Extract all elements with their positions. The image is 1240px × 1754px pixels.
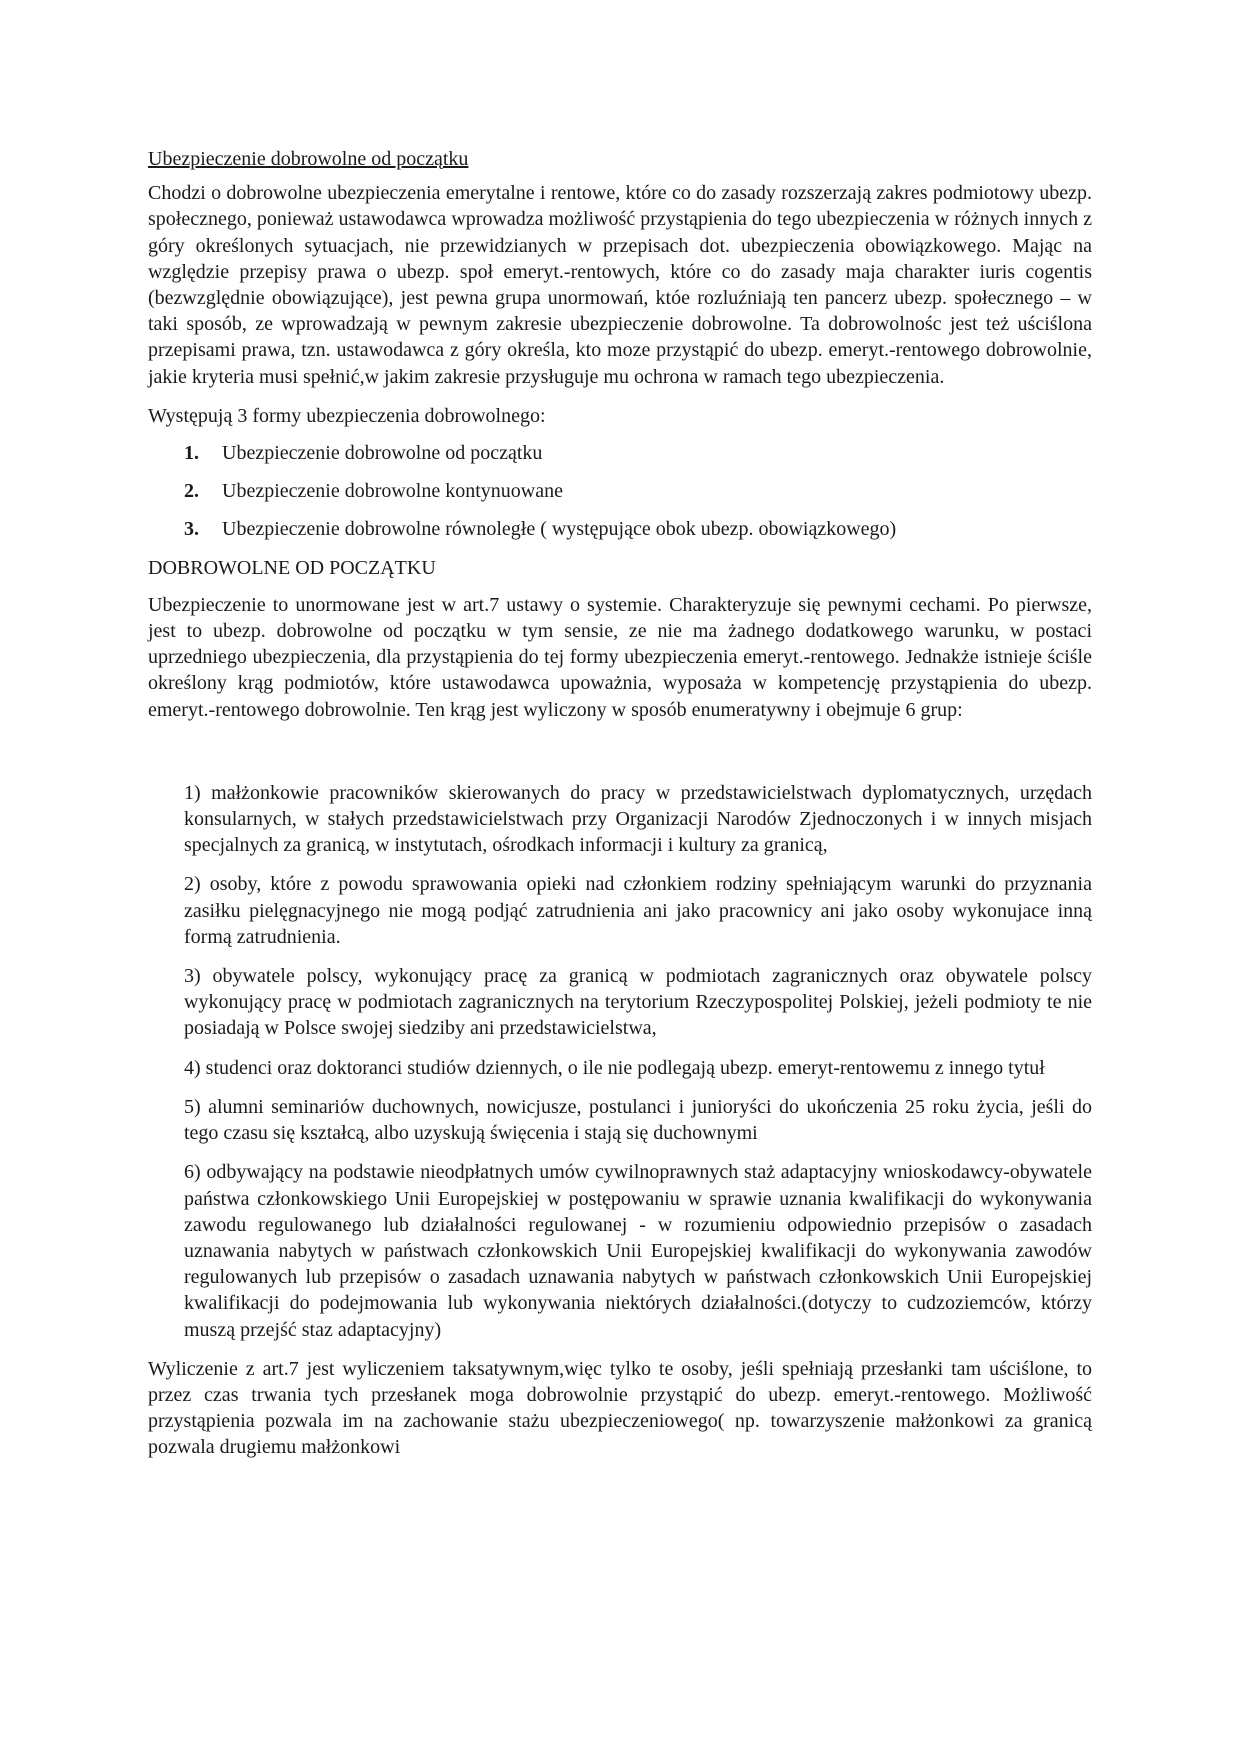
list-item-number: 3.: [184, 518, 199, 541]
intro-paragraph: Chodzi o dobrowolne ubezpieczenia emerytalne i rentowe, które co do zasady rozszerzają zakres podmiotowy ubezp. społecznego, ponieważ ustawodawca wprowadza możliwość przystąpienia do tego ubezpieczenia w różnych innych z góry określonych sytuacjach, nie przewidzianych w przepisach dot. ubezpieczenia obowiązkowego. Mając na względzie przepisy prawa o ubezp. społ emeryt.-rentowych, które co do zasady maja charakter iuris cogentis (bezwzględnie obowiązujące), jest pewna grupa unormowań, któe rozluźniają ten pancerz ubezp. społecznego – w taki sposób, ze wprowadzają w pewnym zakresie ubezpieczenie dobrowolne. Ta dobrowolnośc jest też uściślona przepisami prawa, tzn. ustawodawca z góry określa, kto moze przystąpić do ubezp. emeryt.-rentowego dobrowolnie, jakie kryteria musi spełnić,w jakim zakresie przysługuje mu ochrona w ramach tego ubezpieczenia.: [148, 182, 1092, 388]
group-item: 3) obywatele polscy, wykonujący pracę za granicą w podmiotach zagranicznych oraz obywatele polscy wykonujący pracę w podmiotach zagranicznych na terytorium Rzeczypospolitej Polskiej, jeżeli podmioty te nie posiadają w Polsce swojej siedziby ani przedstawicielstwa,: [184, 965, 1092, 1040]
list-item: [184, 478, 1092, 504]
group-item: 2) osoby, które z powodu sprawowania opieki nad członkiem rodziny spełniającym warunki do przyznania zasiłku pielęgnacyjnego nie mogą podjąć zatrudnienia ani jako pracownicy ani jako osoby wykonujace inną formą zatrudnienia.: [184, 873, 1092, 948]
list-item-number: 2.: [184, 480, 199, 503]
document-title: Ubezpieczenie dobrowolne od początku: [148, 148, 469, 170]
list-item-text: Ubezpieczenie dobrowolne od początku: [222, 442, 543, 465]
section-paragraph: Ubezpieczenie to unormowane jest w art.7 ustawy o systemie. Charakteryzuje się pewnymi cechami. Po pierwsze, jest to ubezp. dobrowolne od początku w tym sensie, ze nie ma żadnego dodatkowego warunku, w postaci uprzedniego ubezpieczenia, dla przystąpienia do tej formy ubezpieczenia emeryt.-rentowego. Jednakże istnieje ściśle określony krąg podmiotów, które ustawodawca upoważnia, wyposaża w kompetencję przystąpienia do ubezp. emeryt.-rentowego dobrowolnie. Ten krąg jest wyliczony w sposób enumeratywny i obejmuje 6 grup:: [148, 593, 1092, 721]
forms-intro: Występują 3 formy ubezpieczenia dobrowolnego:: [148, 404, 546, 427]
closing-paragraph: Wyliczenie z art.7 jest wyliczeniem taksatywnym,więc tylko te osoby, jeśli spełniają przesłanki tam uściślone, to przez czas trwania tych przesłanek moga dobrowolnie przystąpić do ubezp. emeryt.-rentowego. Możliwość przystąpienia pozwala im na zachowanie stażu ubezpieczeniowego( np. towarzyszenie małżonkowi za granicą pozwala drugiemu małżonkowi: [148, 1357, 1092, 1459]
list-item: [184, 516, 1092, 542]
section-heading: DOBROWOLNE OD POCZĄTKU: [148, 556, 436, 579]
group-item: 6) odbywający na podstawie nieodpłatnych umów cywilnoprawnych staż adaptacyjny wnioskodawcy-obywatele państwa członkowskiego Unii Europejskiej w postępowaniu w sprawie uznania kwalifikacji do wykonywania zawodu regulowanego lub działalności regulowanej - w rozumieniu odpowiednio przepisów o zasadach uznawania nabytych w państwach członkowskich Unii Europejskiej kwalifikacji do wykonywania zawodów regulowanych lub przepisów o zasadach uznawania nabytych w państwach członkowskich Unii Europejskiej kwalifikacji do podejmowania lub wykonywania niektórych działalności.(dotyczy to cudzoziemców, którzy muszą przejść staz adaptacyjny): [184, 1161, 1092, 1341]
group-item: 1) małżonkowie pracowników skierowanych do pracy w przedstawicielstwach dyplomatycznych, urzędach konsularnych, w stałych przedstawicielstwach przy Organizacji Narodów Zjednoczonych i w innych misjach specjalnych za granicą, w instytutach, ośrodkach informacji i kultury za granicą,: [184, 781, 1092, 857]
list-item-number: 1.: [184, 442, 199, 465]
list-item: [184, 440, 1092, 466]
list-item-text: Ubezpieczenie dobrowolne równoległe ( występujące obok ubezp. obowiązkowego): [222, 518, 897, 541]
list-item-text: Ubezpieczenie dobrowolne kontynuowane: [222, 480, 563, 503]
groups-list: [148, 780, 1092, 1343]
forms-list: [148, 440, 1092, 543]
document-page: [148, 146, 1092, 1461]
group-item: 5) alumni seminariów duchownych, nowicjusze, postulanci i junioryści do ukończenia 25 roku życia, jeśli do tego czasu się kształcą, albo uzyskują święcenia i stają się duchownymi: [184, 1095, 1092, 1145]
group-item: 4) studenci oraz doktoranci studiów dziennych, o ile nie podlegają ubezp. emeryt-rentowemu z innego tytuł: [184, 1056, 1045, 1079]
